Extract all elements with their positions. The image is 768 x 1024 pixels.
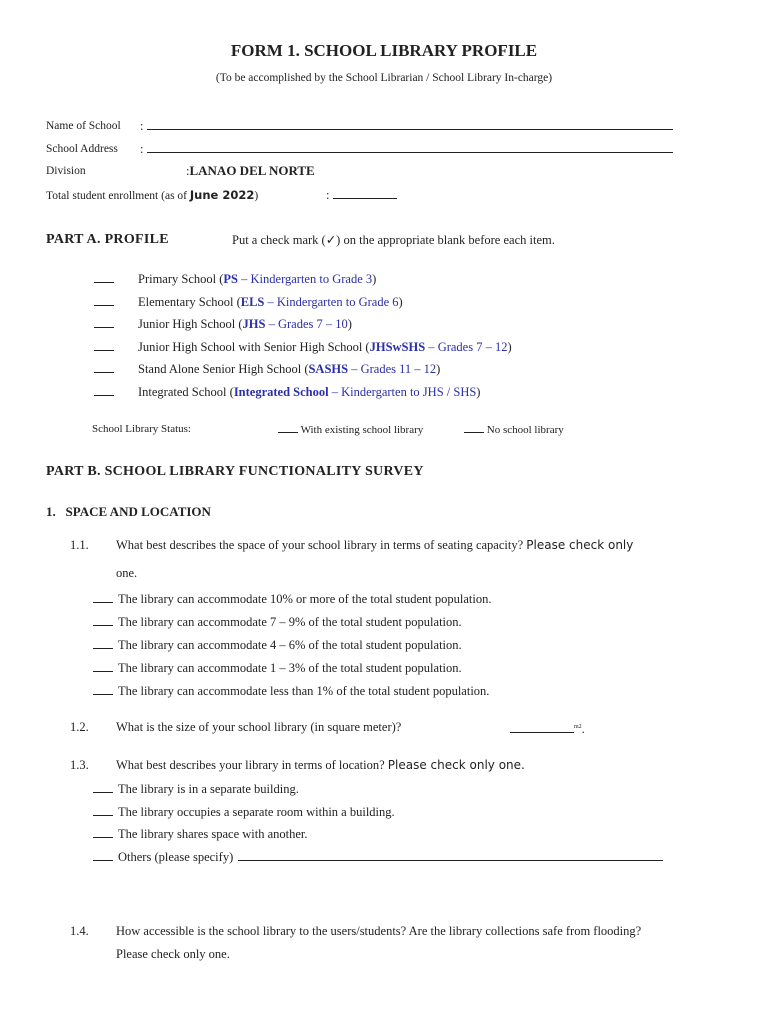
status-option-label: No school library	[486, 424, 564, 436]
school-type-label: )	[347, 317, 352, 332]
school-type-label: )	[507, 339, 512, 354]
unit: m2	[574, 724, 582, 730]
check-blank[interactable]	[93, 614, 113, 626]
status-option-existing[interactable]	[278, 421, 423, 438]
option-label: The library occupies a separate room within a building.	[118, 804, 395, 819]
division-value: LANAO DEL NORTE	[189, 163, 315, 178]
school-address-field[interactable]	[140, 141, 673, 157]
check-blank[interactable]	[93, 826, 113, 838]
library-status-label: School Library Status:	[92, 423, 191, 435]
enrollment-text: Total student enrollment (as of	[46, 190, 187, 202]
q11-note: Please check only	[526, 538, 634, 552]
answer-option[interactable]	[93, 660, 462, 676]
division-label: Division	[46, 165, 86, 177]
school-type-label: )	[398, 294, 403, 309]
answer-option[interactable]	[93, 804, 395, 820]
part-a-instruction: Put a check mark (✓) on the appropriate blank before each item.	[232, 233, 555, 247]
name-of-school-field[interactable]	[140, 118, 673, 134]
school-type-desc: – Kindergarten to Grade 3	[238, 272, 373, 286]
option-label: Others (please specify)	[118, 850, 234, 865]
check-blank[interactable]	[94, 384, 114, 396]
q13-question: What best describes your library in terms of location?	[116, 758, 385, 772]
school-type-option[interactable]	[94, 271, 376, 287]
answer-option[interactable]	[93, 781, 299, 797]
school-type-desc: – Kindergarten to JHS / SHS	[328, 385, 477, 399]
school-type-label: Elementary School (	[138, 294, 241, 309]
answer-option[interactable]	[93, 683, 489, 699]
check-blank[interactable]	[93, 660, 113, 672]
school-type-label: Stand Alone Senior High School (	[138, 362, 309, 377]
school-type-desc: – Grades 11 – 12	[348, 362, 437, 377]
q12-size-field[interactable]	[510, 719, 585, 737]
school-type-desc: – Kindergarten to Grade 6	[264, 294, 399, 309]
school-type-label: Integrated School (	[138, 385, 234, 399]
option-label: The library can accommodate less than 1% of the total student population.	[118, 684, 490, 698]
school-type-abbr: PS	[223, 272, 239, 286]
option-label: The library can accommodate 4 – 6% of the total student population.	[118, 638, 462, 652]
check-blank[interactable]	[93, 591, 113, 603]
school-type-label: Primary School (	[138, 272, 224, 286]
check-blank[interactable]	[94, 271, 114, 283]
school-type-option[interactable]	[94, 361, 440, 377]
q11-question: What best describes the space of your school library in terms of seating capacity?	[116, 538, 524, 552]
option-label: The library can accommodate 1 – 3% of the total student population.	[118, 661, 462, 675]
school-type-desc: – Grades 7 – 10	[265, 317, 348, 332]
answer-option[interactable]	[93, 614, 462, 630]
school-type-label: Junior High School with Senior High School (	[138, 339, 370, 354]
status-option-label: With existing school library	[300, 424, 424, 436]
colon: :	[140, 119, 144, 133]
option-label: The library shares space with another.	[118, 827, 308, 842]
school-type-abbr: JHSwSHS	[369, 339, 426, 354]
check-blank[interactable]	[93, 637, 113, 649]
check-blank[interactable]	[93, 683, 113, 695]
part-a-heading: PART A. PROFILE	[46, 232, 169, 247]
page-subtitle: (To be accomplished by the School Librarian / School Library In-charge)	[215, 72, 553, 84]
q13-text	[116, 757, 525, 773]
paren: )	[254, 190, 259, 202]
page-title: FORM 1. SCHOOL LIBRARY PROFILE	[230, 41, 538, 60]
q13-note: Please check only one.	[387, 758, 525, 772]
q14-text-cont: Please check only one.	[116, 947, 230, 961]
school-type-option[interactable]	[94, 294, 403, 310]
enrollment-label	[46, 187, 258, 204]
enrollment-field[interactable]	[326, 187, 397, 203]
name-of-school-label: Name of School	[46, 120, 121, 132]
colon: :	[326, 188, 330, 202]
school-type-abbr: ELS	[240, 294, 265, 309]
school-type-label: )	[476, 385, 481, 399]
check-blank[interactable]	[94, 361, 114, 373]
school-type-option[interactable]	[94, 384, 480, 400]
answer-option[interactable]	[93, 849, 663, 865]
colon: :	[186, 164, 190, 178]
status-option-none[interactable]	[464, 421, 564, 438]
others-specify-field[interactable]	[238, 849, 663, 861]
q11-text	[116, 537, 633, 553]
check-blank[interactable]	[93, 804, 113, 816]
option-label: The library is in a separate building.	[118, 782, 299, 796]
school-type-label: Junior High School (	[138, 317, 243, 332]
check-blank[interactable]	[94, 316, 114, 328]
option-label: The library can accommodate 10% or more of the total student population.	[118, 592, 492, 606]
option-label: The library can accommodate 7 – 9% of the total student population.	[118, 615, 462, 629]
division-value-row	[186, 163, 315, 179]
q11-number: 1.1.	[70, 538, 89, 552]
school-type-option[interactable]	[94, 316, 352, 332]
q11-text-cont: one.	[116, 566, 138, 580]
school-type-abbr: SASHS	[308, 362, 349, 377]
part-b-heading: PART B. SCHOOL LIBRARY FUNCTIONALITY SURVEY	[46, 464, 424, 479]
school-type-label: )	[372, 272, 377, 286]
q14-text: How accessible is the school library to the users/students? Are the library collections safe from flooding?	[116, 924, 642, 938]
school-type-abbr: JHS	[242, 317, 266, 332]
school-type-label: )	[436, 362, 441, 377]
answer-option[interactable]	[93, 826, 308, 842]
answer-option[interactable]	[93, 637, 462, 653]
q14-number: 1.4.	[70, 924, 89, 938]
section-1-heading: 1. SPACE AND LOCATION	[46, 504, 211, 519]
q12-number: 1.2.	[70, 720, 89, 734]
school-type-desc: – Grades 7 – 12	[425, 339, 508, 354]
school-address-label: School Address	[46, 143, 118, 155]
period: .	[581, 722, 585, 737]
colon: :	[140, 142, 144, 156]
school-type-abbr: Integrated School	[233, 385, 329, 399]
school-type-option[interactable]	[94, 339, 512, 355]
check-blank[interactable]	[94, 294, 114, 306]
q13-number: 1.3.	[70, 758, 89, 772]
answer-option[interactable]	[93, 591, 492, 607]
q12-text: What is the size of your school library (in square meter)?	[116, 720, 402, 734]
check-blank[interactable]	[93, 849, 113, 861]
enrollment-date: June 2022	[189, 188, 255, 202]
check-blank[interactable]	[94, 339, 114, 351]
check-blank[interactable]	[93, 781, 113, 793]
